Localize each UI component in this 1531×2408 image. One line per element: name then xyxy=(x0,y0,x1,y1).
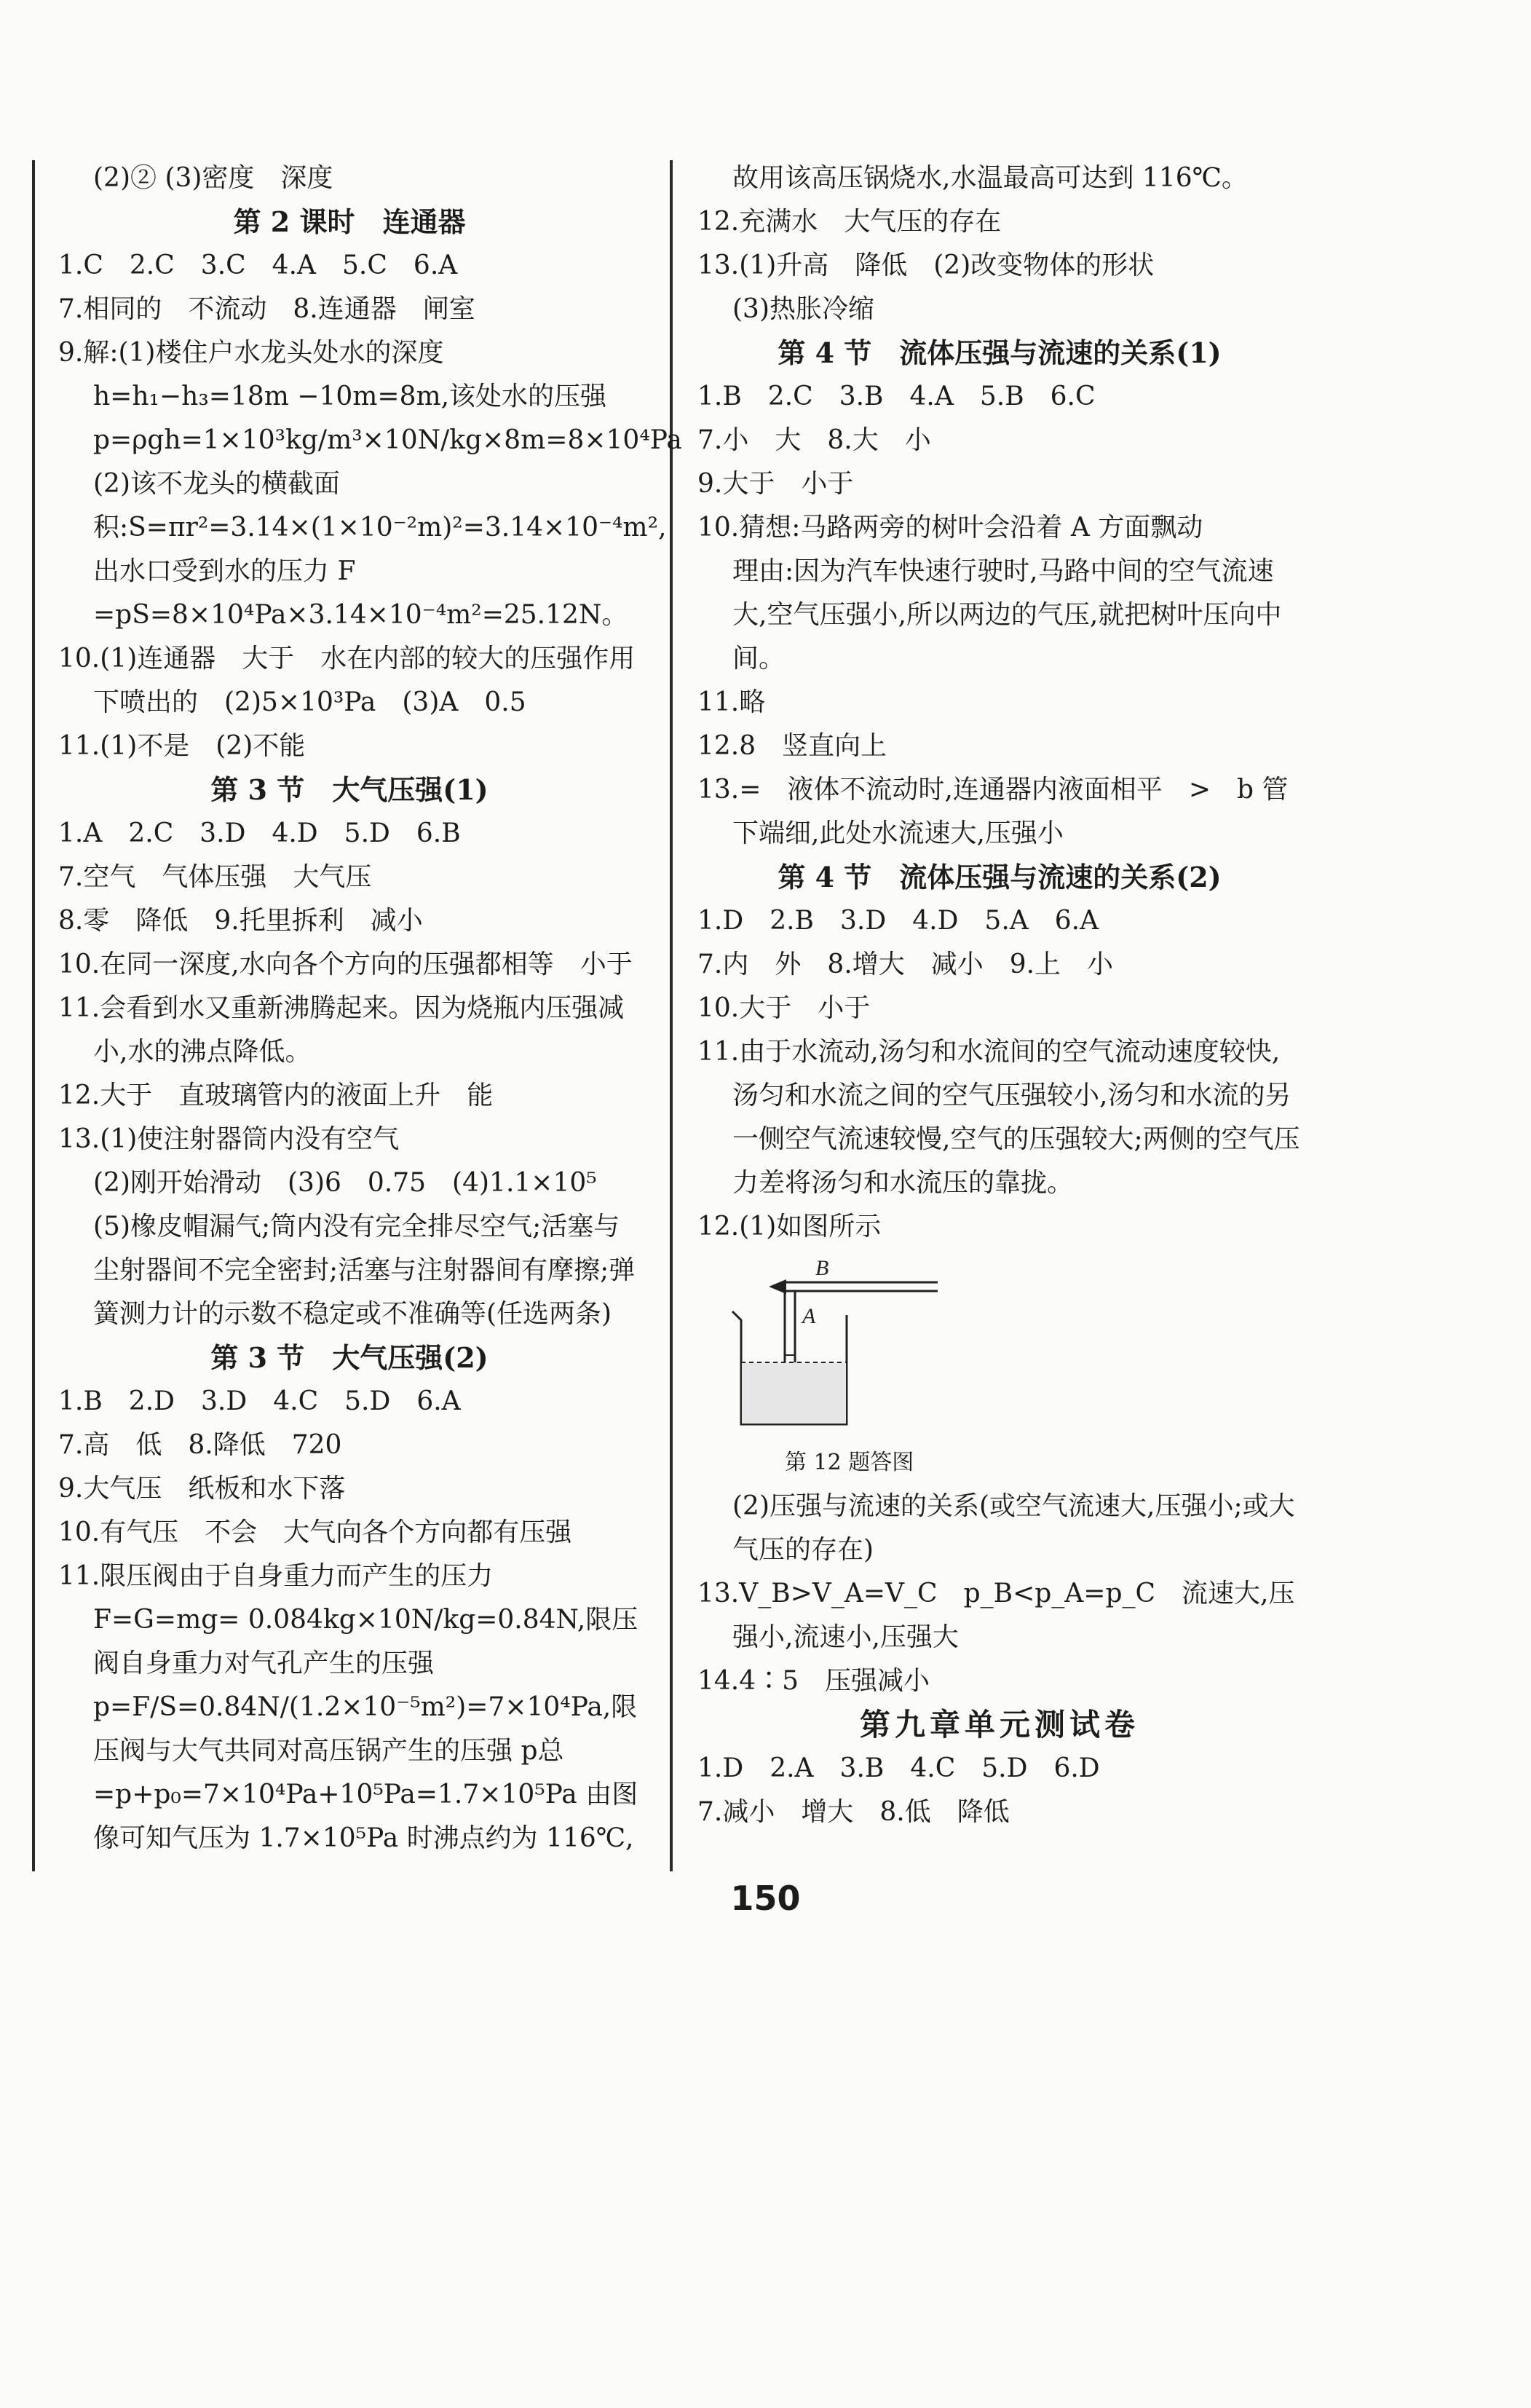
section-heading: 第 2 课时 连通器 xyxy=(233,205,466,238)
answer-line: 10.在同一深度,水向各个方向的压强都相等 小于 xyxy=(58,950,633,979)
answer-line: 11.会看到水又重新沸腾起来。因为烧瓶内压强减小,水的沸点降低。 xyxy=(58,993,625,1067)
answer-line: 1.D 2.A 3.B 4.C 5.D 6.D xyxy=(697,1753,1100,1783)
answer-line: (2)② (3)密度 深度 xyxy=(93,163,333,193)
answer-line: 9.解:(1)楼住户水龙头处水的深度 h=h₁−h₃=18m −10m=8m,该处水的压强 p=ρgh=1×10³kg/m³×10N/kg×8m=8×10⁴Pa xyxy=(58,338,682,455)
section-heading: 第 3 节 大气压强(2) xyxy=(210,1341,488,1374)
answer-line: 7.高 低 8.降低 720 xyxy=(58,1430,342,1460)
answer-line: 13.= 液体不流动时,连通器内液面相平 > b 管下端细,此处水流速大,压强小 xyxy=(697,775,1289,848)
answer-line: 1.D 2.B 3.D 4.D 5.A 6.A xyxy=(697,906,1099,936)
section-heading: 第 3 节 大气压强(1) xyxy=(210,773,488,806)
answer-line: 7.小 大 8.大 小 xyxy=(697,425,931,455)
answer-line: 12.(1)如图所示 xyxy=(697,1212,882,1241)
answer-line: 7.相同的 不流动 8.连通器 闸室 xyxy=(58,294,475,324)
answer-line: 7.减小 增大 8.低 降低 xyxy=(697,1797,1010,1827)
answer-line: 11.(1)不是 (2)不能 xyxy=(58,731,306,761)
answer-line: 1.B 2.D 3.D 4.C 5.D 6.A xyxy=(58,1386,461,1416)
answer-line: 9.大气压 纸板和水下落 xyxy=(58,1474,346,1504)
answer-line: (2)刚开始滑动 (3)6 0.75 (4)1.1×10⁵ xyxy=(93,1168,597,1198)
answer-line: 理由:因为汽车快速行驶时,马路中间的空气流速大,空气压强小,所以两边的气压,就把树叶压向中间。 xyxy=(732,556,1282,674)
label-b: B xyxy=(815,1256,829,1280)
answer-line: 12.充满水 大气压的存在 xyxy=(697,207,1002,237)
answer-line: (5)橡皮帽漏气;筒内没有完全排尽空气;活塞与尘射器间不完全密封;活塞与注射器间有摩擦;弹簧测力计的示数不稳定或不准确等(任选两条) xyxy=(93,1212,636,1329)
answer-line: 10.有气压 不会 大气向各个方向都有压强 xyxy=(58,1517,572,1547)
answer-line: 9.大于 小于 xyxy=(697,469,854,499)
section-heading: 第 4 节 流体压强与流速的关系(2) xyxy=(778,861,1222,893)
liquid xyxy=(742,1362,846,1424)
label-a: A xyxy=(802,1304,816,1328)
answer-line: 8.零 降低 9.托里拆利 减小 xyxy=(58,906,423,936)
answer-line: 故用该高压锅烧水,水温最高可达到 116℃。 xyxy=(732,163,1248,193)
figure-caption: 第 12 题答图 xyxy=(785,1450,914,1475)
answer-line: 7.内 外 8.增大 减小 9.上 小 xyxy=(697,950,1114,979)
right-column xyxy=(697,157,1302,1834)
arrow-left-icon xyxy=(769,1279,786,1294)
answer-line: 10.(1)连通器 大于 水在内部的较大的压强作用下喷出的 (2)5×10³Pa (3)A 0.5 xyxy=(58,644,636,717)
answer-line: 12.8 竖直向上 xyxy=(697,731,887,761)
section-heading: 第 4 节 流体压强与流速的关系(1) xyxy=(778,336,1222,369)
answer-line: 14.4∶5 压强减小 xyxy=(697,1666,930,1696)
answer-line: (2)压强与流速的关系(或空气流速大,压强小;或大气压的存在) xyxy=(732,1491,1295,1565)
answer-line: 12.大于 直玻璃管内的液面上升 能 xyxy=(58,1081,494,1110)
answer-line: (3)热胀冷缩 xyxy=(732,294,874,324)
answer-line: 10.大于 小于 xyxy=(697,993,871,1023)
answer-line: 13.(1)升高 降低 (2)改变物体的形状 xyxy=(697,250,1155,280)
answer-line: 11.略 xyxy=(697,687,766,717)
answer-line: 7.空气 气体压强 大气压 xyxy=(58,862,372,892)
column-divider-rule xyxy=(670,160,673,1871)
left-margin-rule xyxy=(32,160,35,1871)
answer-line: 1.C 2.C 3.C 4.A 5.C 6.A xyxy=(58,250,458,280)
answer-line: 13.V_B>V_A=V_C p_B<p_A=p_C 流速大,压强小,流速小,压强大 xyxy=(697,1579,1295,1652)
left-column xyxy=(58,157,682,1860)
answer-line: 11.限压阀由于自身重力而产生的压力 F=G=mg= 0.084kg×10N/kg=0.84N,限压阀自身重力对气孔产生的压强 p=F/S=0.84N/(1.2×10⁻⁵m²)=7×10⁴Pa,限压阀与大气共同对高压锅产生的压强 p总=p+p₀=7×10⁴Pa+10⁵Pa=1.7×10⁵Pa 由图像可知气压为 1.7×10⁵Pa 时沸点约为 116℃, xyxy=(58,1561,638,1853)
figure-12-diagram xyxy=(727,1253,945,1435)
answer-line: 13.(1)使注射器筒内没有空气 xyxy=(58,1124,400,1154)
answer-line: 1.A 2.C 3.D 4.D 5.D 6.B xyxy=(58,818,461,848)
answer-line: 11.由于水流动,汤匀和水流间的空气流动速度较快,汤匀和水流之间的空气压强较小,汤匀和水流的另一侧空气流速较慢,空气的压强较大;两侧的空气压力差将汤匀和水流压的靠拢。 xyxy=(697,1037,1300,1198)
answer-line: (2)该不龙头的横截面积:S=πr²=3.14×(1×10⁻²m)²=3.14×10⁻⁴m²,出水口受到水的压力 F =pS=8×10⁴Pa×3.14×10⁻⁴m²=25.12N。 xyxy=(93,469,667,630)
answer-line: 1.B 2.C 3.B 4.A 5.B 6.C xyxy=(697,382,1096,411)
chapter-test-heading: 第九章单元测试卷 xyxy=(859,1707,1139,1742)
page-number: 150 xyxy=(730,1879,801,1918)
answer-line: 10.猜想:马路两旁的树叶会沿着 A 方面飘动 xyxy=(697,513,1203,542)
